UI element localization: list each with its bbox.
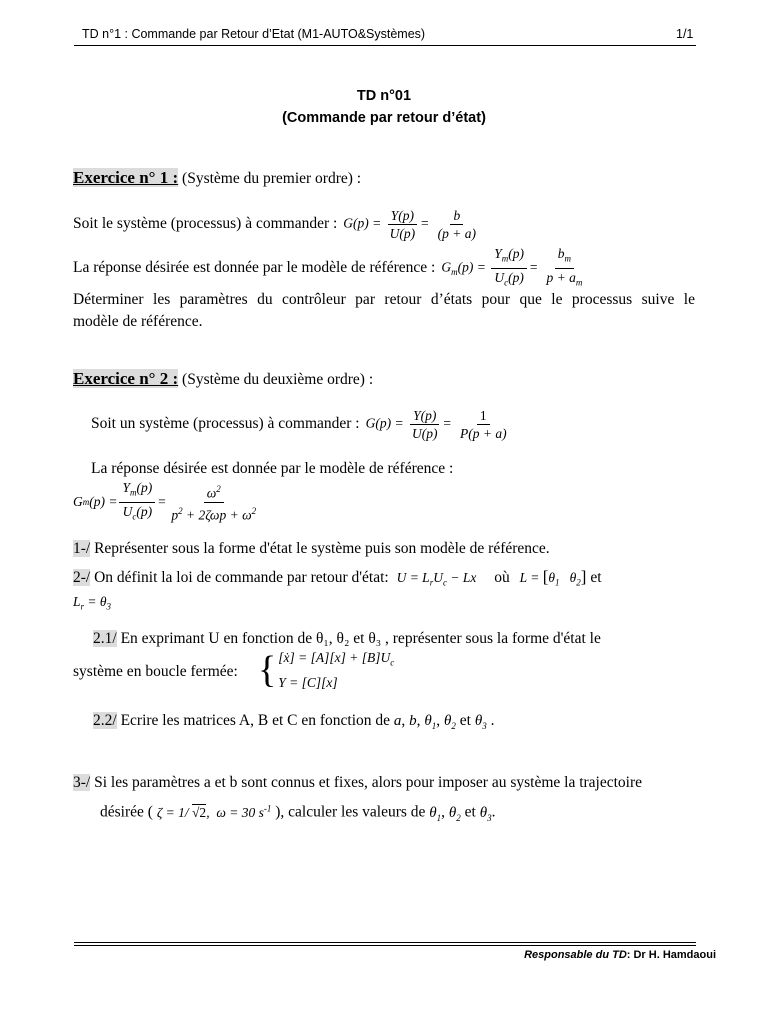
exercise-1-heading-row [73, 168, 361, 189]
plant-transfer-function: G(p) = $\frac{Y(p)}{U(p)}$ = $\frac{b}{(p + a)}$ [343, 207, 477, 241]
question-2-1 [93, 629, 601, 649]
header-rule [74, 45, 696, 46]
question-3-line2: désirée ( ζ = 1/ √2, ω = 30 $s^{-1}$ ), calculer les valeurs de $\theta_1$, $\theta_2$ et $\theta_3$. [100, 803, 496, 823]
question-3-text: Si les paramètres a et b sont connus et fixes, alors pour imposer au système la trajectoire [94, 774, 643, 791]
exercise-1-paragraph-end: modèle de référence. [73, 313, 203, 330]
question-1-number: 1-/ [73, 540, 91, 557]
exercise-1-subtitle: (Système du premier ordre) : [182, 170, 362, 187]
header-title: TD n°1 : Commande par Retour d’Etat (M1-AUTO&Systèmes) [82, 27, 426, 41]
question-1 [73, 539, 550, 559]
footer-responsible [524, 949, 716, 961]
exercise-2-heading-row [73, 369, 373, 390]
doc-title-line1: TD n°01 [356, 88, 412, 104]
exercise-2-line1-text: Soit un système (processus) à commander : [91, 415, 360, 432]
exercise-2-line1 [91, 404, 512, 444]
question-3-number: 3-/ [73, 774, 91, 791]
footer-rule-1 [74, 942, 696, 943]
question-2-ou: où [494, 569, 510, 586]
exercise-2-subtitle: (Système du deuxième ordre) : [182, 371, 374, 388]
question-2-number: 2-/ [73, 569, 91, 586]
exercise-1-line2-text: La réponse désirée est donnée par le modèle de référence : [73, 259, 436, 276]
gain-vector: $L = [\theta_1$ $\theta_2$] [519, 567, 587, 588]
control-law: $U = L_rU_c - Lx$ [396, 570, 477, 588]
doc-title-line2: (Commande par retour d’état) [282, 110, 486, 126]
question-3 [73, 773, 642, 793]
trajectory-specs: ζ = 1/ √2, ω = 30 $s^{-1}$ [156, 803, 272, 820]
exercise-1-heading: Exercice n° 1 : [73, 168, 179, 187]
footer-label: Responsable du TD [524, 949, 627, 961]
question-2-2: 2.2/ Ecrire les matrices A, B et C en fonction de a, b, $\theta_1$, $\theta_2$ et $\theta_3$ . [93, 712, 495, 731]
exercise-1-line2 [73, 245, 587, 288]
exercise-1-line1-text: Soit le système (processus) à commander : [73, 215, 338, 232]
question-2 [73, 567, 602, 593]
question-2-1-text-2: système en boucle fermée: [73, 663, 238, 680]
question-2-1-number: 2.1/ [93, 630, 117, 647]
question-2-et: et [590, 569, 602, 586]
exercise-1-line1 [73, 204, 481, 244]
footer-name: : Dr H. Hamdaoui [626, 949, 716, 961]
exercise-1-paragraph: Déterminer les paramètres du contrôleur par retour d’états pour que le processus suive le [73, 291, 695, 308]
footer-rule-2 [74, 945, 696, 946]
reference-gain: $L_r = \theta_3$ [73, 594, 112, 612]
reference-model-1: $G_m(p)$ = $\frac{Y_m(p)}{U_c(p)}$ = $\frac{b_m}{p + a_m}$ [441, 245, 583, 288]
question-3-text-2b: ), calculer les valeurs de [275, 803, 426, 821]
question-2-text: On définit la loi de commande par retour d'état: [94, 569, 389, 586]
plant-transfer-function-2: G(p) = $\frac{Y(p)}{U(p)}$ = $\frac{1}{P(p + a)}$ [365, 407, 507, 441]
page-number: 1/1 [676, 27, 694, 41]
reference-model-2: G m (p) = $\frac{Y_m(p)}{U_c(p)}$ = $\frac{\omega^2}{p^2 + 2\zeta\omega p + \omega^2}$ [73, 479, 257, 522]
closed-loop-state-space: { [ẋ] = $[A][x] + [B]U_c$ Y = [C][x] [258, 648, 395, 691]
question-3-text-2a: désirée ( [100, 803, 153, 821]
question-2-2-number: 2.2/ [93, 712, 117, 729]
question-1-text: Représenter sous la forme d'état le système puis son modèle de référence. [94, 540, 550, 557]
exercise-2-line2: La réponse désirée est donnée par le modèle de référence : [91, 460, 454, 477]
question-2-2-text: Ecrire les matrices A, B et C en fonction de [120, 712, 391, 729]
exercise-2-heading: Exercice n° 2 : [73, 369, 179, 388]
question-2-2-params: a [393, 713, 402, 729]
question-2-1-text: En exprimant U en fonction de θ₁, θ₂ et θ₃ , représenter sous la forme d'état le [120, 630, 601, 647]
